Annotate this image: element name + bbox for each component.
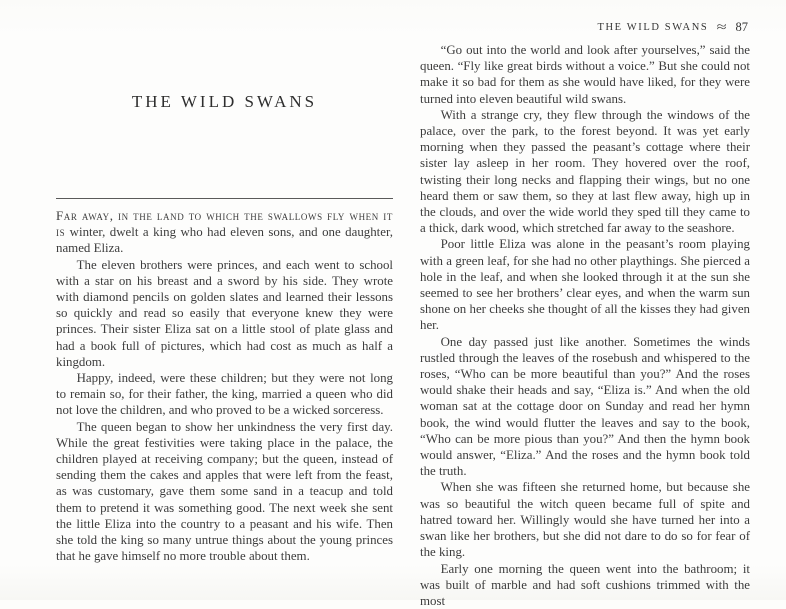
page-number: 87 xyxy=(736,20,749,35)
paragraph: One day passed just like another. Sometimes the winds rustled through the leaves of the rosebush and whispered to the roses, “Who can be more beautiful than you?” And the roses would shake their heads and say, “Eliza is.” And when the old woman sat at the cottage door on Sunday and read her hymn book, the wind would flutter the leaves and say to the book, “Who can be more pious than you?” And then the hymn book would answer, “Eliza.” And the roses and the hymn book told the truth. xyxy=(420,334,750,480)
right-page xyxy=(393,0,786,600)
paragraph: When she was fifteen she returned home, but because she was so beautiful the witch queen became full of spite and hatred toward her. Willingly would she have turned her into a swan like her brothers, but she did not dare to do so for fear of the king. xyxy=(420,479,750,560)
opening-paragraph xyxy=(56,208,393,257)
right-page-text xyxy=(420,42,750,609)
running-header xyxy=(597,19,748,35)
paragraph: Poor little Eliza was alone in the peasant’s room playing with a green leaf, for she had no other playthings. She pierced a hole in the leaf, and when she looked through it at the sun she seemed to see her brothers’ clear eyes, and when the warm sun shone on her cheeks she thought of all the kisses they had given her. xyxy=(420,236,750,333)
paragraph: “Go out into the world and look after yourselves,” said the queen. “Fly like great birds without a voice.” But she could not make it so bad for them as she would have liked, for they were turned into eleven beautiful wild swans. xyxy=(420,42,750,107)
opening-small-caps: Far away, in the land to which the swallows fly when it is xyxy=(56,209,393,239)
paragraph: Happy, indeed, were these children; but they were not long to remain so, for their father, the king, married a queen who did not love the children, and who proved to be a wicked sorceress. xyxy=(56,370,393,419)
opening-rest: winter, dwelt a king who had eleven sons, and one daughter, named Eliza. xyxy=(56,225,393,255)
running-header-title: THE WILD SWANS xyxy=(597,22,708,33)
left-page-text xyxy=(56,208,393,564)
title-rule-divider xyxy=(56,198,393,199)
swan-ornament-icon: ≈ xyxy=(717,19,727,35)
left-page-content xyxy=(56,92,393,564)
paragraph: The eleven brothers were princes, and each went to school with a star on his breast and a sword by his side. They wrote with diamond pencils on golden slates and learned their lessons so quickly and read so easily that everyone knew they were princes. Their sister Eliza sat on a little stool of plate glass and had a book full of pictures, which had cost as much as half a kingdom. xyxy=(56,257,393,370)
left-page xyxy=(0,0,393,600)
paragraph: Early one morning the queen went into the bathroom; it was built of marble and had soft cushions trimmed with the most xyxy=(420,561,750,609)
paragraph: The queen began to show her unkindness the very first day. While the great festivities were taking place in the palace, the children played at receiving company; but the queen, instead of sending them the cakes and apples that were left from the feast, as was customary, gave them some sand in a teacup and told them to pretend it was something good. The next week she sent the little Eliza into the country to a peasant and his wife. Then she told the king so many untrue things about the young princes that he gave himself no more trouble about them. xyxy=(56,419,393,565)
paragraph: With a strange cry, they flew through the windows of the palace, over the park, to the forest beyond. It was yet early morning when they passed the peasant’s cottage where their sister lay asleep in her room. They hovered over the roof, twisting their long necks and flapping their wings, but no one heard them or saw them, so they at last flew away, high up in the clouds, and over the wide world they sped till they came to a thick, dark wood, which stretched far away to the seashore. xyxy=(420,107,750,237)
chapter-title: THE WILD SWANS xyxy=(56,92,393,112)
